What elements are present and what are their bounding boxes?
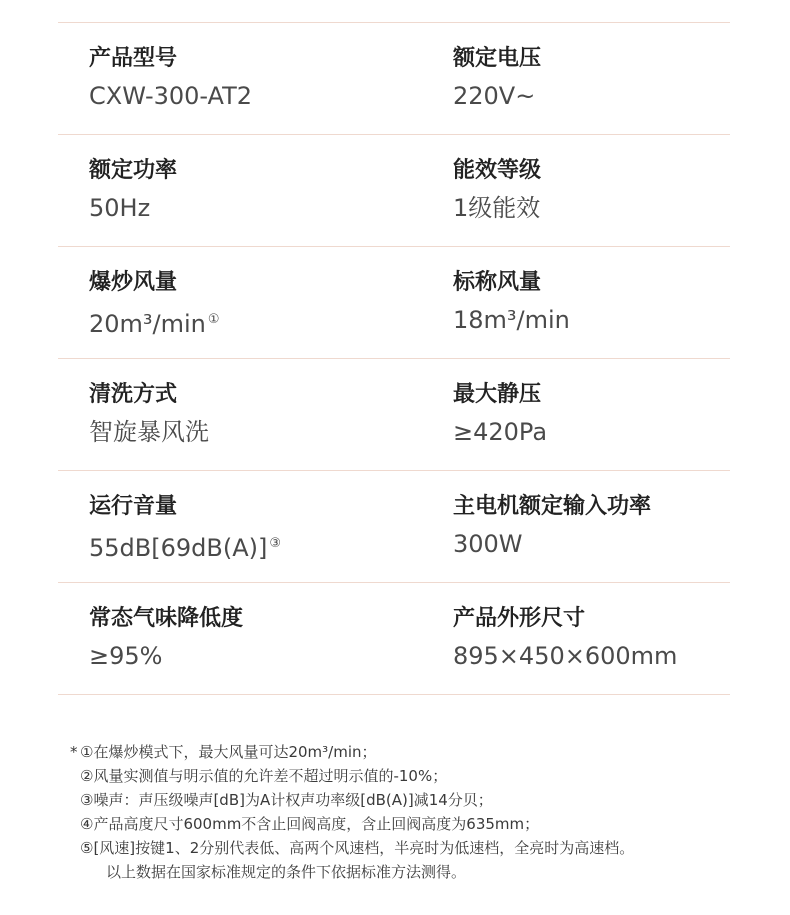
spec-row — [58, 247, 730, 359]
spec-cell-odor-reduction — [58, 583, 423, 694]
spec-cell-dimensions — [423, 583, 730, 694]
footnote-line: ③噪声：声压级噪声[dB]为A计权声功率级[dB(A)]减14分贝； — [80, 791, 493, 809]
spec-cell-cleaning-method — [58, 359, 423, 470]
spec-row — [58, 23, 730, 135]
spec-cell-boost-airflow — [58, 247, 423, 358]
spec-cell-max-static-pressure — [423, 359, 730, 470]
spec-cell-nominal-airflow — [423, 247, 730, 358]
spec-cell-noise-level — [58, 471, 423, 582]
asterisk-mark: * — [70, 743, 78, 761]
spec-value: 18m³/min — [453, 306, 570, 334]
spec-value: CXW-300-AT2 — [89, 82, 253, 110]
spec-label: 清洗方式 — [89, 382, 178, 407]
footnote-line: ⑤[风速]按键1、2分别代表低、高两个风速档，半亮时为低速档，全亮时为高速档。 — [80, 839, 635, 857]
spec-label: 主电机额定输入功率 — [453, 494, 652, 519]
spec-value: 1级能效 — [453, 194, 541, 222]
spec-cell-model — [58, 23, 423, 134]
spec-cell-rated-voltage — [423, 23, 730, 134]
spec-value: 300W — [453, 530, 523, 558]
spec-label: 产品型号 — [89, 46, 178, 71]
spec-label: 额定电压 — [453, 46, 542, 71]
spec-label: 标称风量 — [453, 270, 542, 295]
spec-table — [58, 22, 730, 695]
footnotes — [70, 740, 780, 884]
spec-value: 20m³/min ① — [89, 310, 220, 338]
spec-cell-motor-input-power — [423, 471, 730, 582]
spec-label: 额定功率 — [89, 158, 178, 183]
spec-value: 220V~ — [453, 82, 536, 110]
footnote-line: ④产品高度尺寸600mm不含止回阀高度，含止回阀高度为635mm； — [80, 815, 540, 833]
spec-row — [58, 471, 730, 583]
spec-cell-rated-power — [58, 135, 423, 246]
spec-value: ≥420Pa — [453, 418, 548, 446]
spec-value: 895×450×600mm — [453, 642, 678, 670]
spec-label: 爆炒风量 — [89, 270, 178, 295]
spec-label: 常态气味降低度 — [89, 606, 244, 631]
spec-value: 智旋暴风洗 — [89, 418, 209, 446]
spec-cell-energy-grade — [423, 135, 730, 246]
spec-label: 产品外形尺寸 — [453, 606, 586, 631]
spec-label: 最大静压 — [453, 382, 542, 407]
spec-row — [58, 583, 730, 695]
spec-label: 能效等级 — [453, 158, 542, 183]
spec-value: 55dB[69dB(A)] ③ — [89, 534, 282, 562]
footnote-line: ②风量实测值与明示值的允许差不超过明示值的-10%； — [80, 767, 448, 785]
spec-value: ≥95% — [89, 642, 163, 670]
footnote-mark: ③ — [269, 536, 282, 551]
spec-value: 50Hz — [89, 194, 151, 222]
spec-row — [58, 135, 730, 247]
spec-row — [58, 359, 730, 471]
footnote-line: 以上数据在国家标准规定的条件下依据标准方法测得。 — [106, 863, 467, 881]
spec-label: 运行音量 — [89, 494, 178, 519]
footnote-mark: ① — [207, 312, 220, 327]
footnote-line: * ①在爆炒模式下，最大风量可达20m³/min； — [80, 740, 780, 764]
